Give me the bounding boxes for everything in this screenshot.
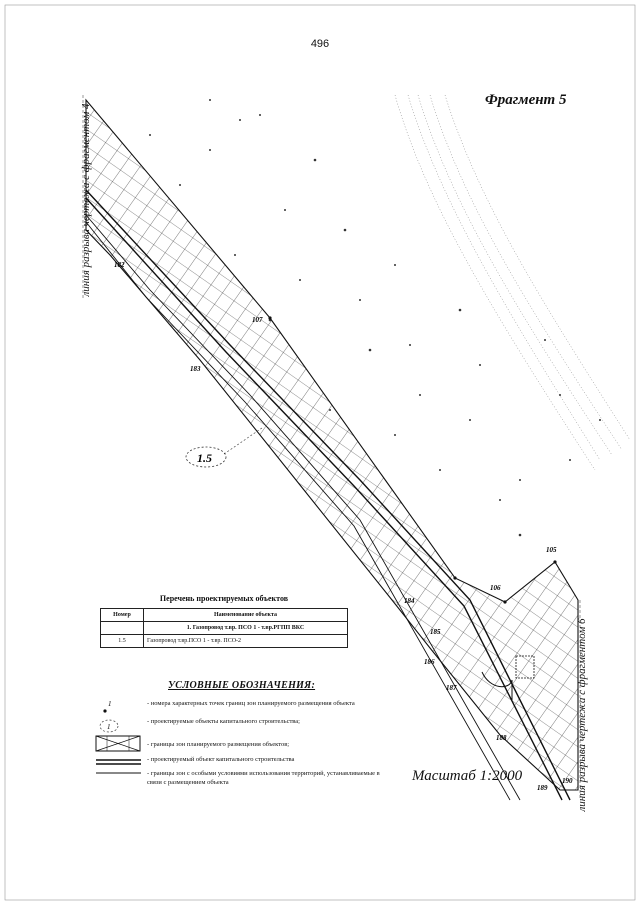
- point-label: 187: [446, 684, 457, 692]
- point-label: 189: [537, 784, 548, 792]
- point-label: 182: [114, 261, 125, 269]
- point-label: 185: [430, 628, 441, 636]
- scale-label: Масштаб 1:2000: [412, 768, 523, 784]
- column-header-name: Наименование объекта: [144, 609, 348, 622]
- point-label: 183: [190, 365, 201, 373]
- objects-list-title: Перечень проектируемых объектов: [159, 594, 289, 603]
- point-label: 105: [546, 546, 557, 554]
- legend-title: УСЛОВНЫЕ ОБОЗНАЧЕНИЯ:: [168, 680, 316, 691]
- point-label: 190: [562, 777, 573, 785]
- table-header-row: [101, 609, 348, 622]
- point-symbol-icon: [95, 698, 143, 718]
- legend-text: - номера характерных точек границ зон планируемого размещения объекта: [147, 700, 355, 707]
- legend-item-zones: [95, 734, 395, 754]
- point-label: 184: [404, 597, 415, 605]
- legend-text: - границы зон планируемого размещения объектов;: [147, 741, 290, 748]
- table-row: [101, 635, 348, 648]
- special-zone-symbol-icon: [95, 768, 143, 788]
- object-label: 1.5: [197, 451, 212, 465]
- point-label: 106: [490, 584, 501, 592]
- legend-text: - проектируемые объекты капитального строительства;: [147, 718, 300, 725]
- river-band: [395, 95, 630, 470]
- point-label: 188: [496, 734, 507, 742]
- objects-table: [100, 608, 348, 648]
- row-name: Газопровод т.вр.ПСО 1 - т.вр. ПСО-2: [144, 635, 348, 648]
- object-symbol-icon: [95, 716, 143, 736]
- legend-text: - границы зон с особыми условиями использования территорий, устанавливаемые в связи с размещением объекта: [147, 770, 380, 786]
- legend-text: - проектируемый объект капитального строительства: [147, 756, 295, 763]
- object-symbol-number: 1: [107, 723, 111, 731]
- page-number: 496: [310, 38, 330, 50]
- break-line-right-label: линия разрыва чертежа с фрагментом 6: [576, 618, 588, 812]
- legend-item-objects: [95, 716, 395, 736]
- column-header-number: Номер: [101, 609, 144, 622]
- table-group-row: [101, 622, 348, 635]
- fragment-title: Фрагмент 5: [485, 92, 567, 108]
- group-title: 1. Газопровод т.вр. ПСО 1 - т.вр.РГПП ВКС: [144, 622, 348, 635]
- zone-symbol-icon: [95, 734, 143, 754]
- row-number: 1.5: [101, 635, 144, 648]
- legend-item-special-zones: [95, 768, 395, 788]
- point-label: 107: [252, 316, 263, 324]
- legend-item-points: [95, 698, 395, 718]
- break-line-left-label: линия разрыва чертежа с фрагментом 4: [80, 103, 92, 297]
- point-symbol-number: 1: [108, 700, 112, 708]
- point-label: 186: [424, 658, 435, 666]
